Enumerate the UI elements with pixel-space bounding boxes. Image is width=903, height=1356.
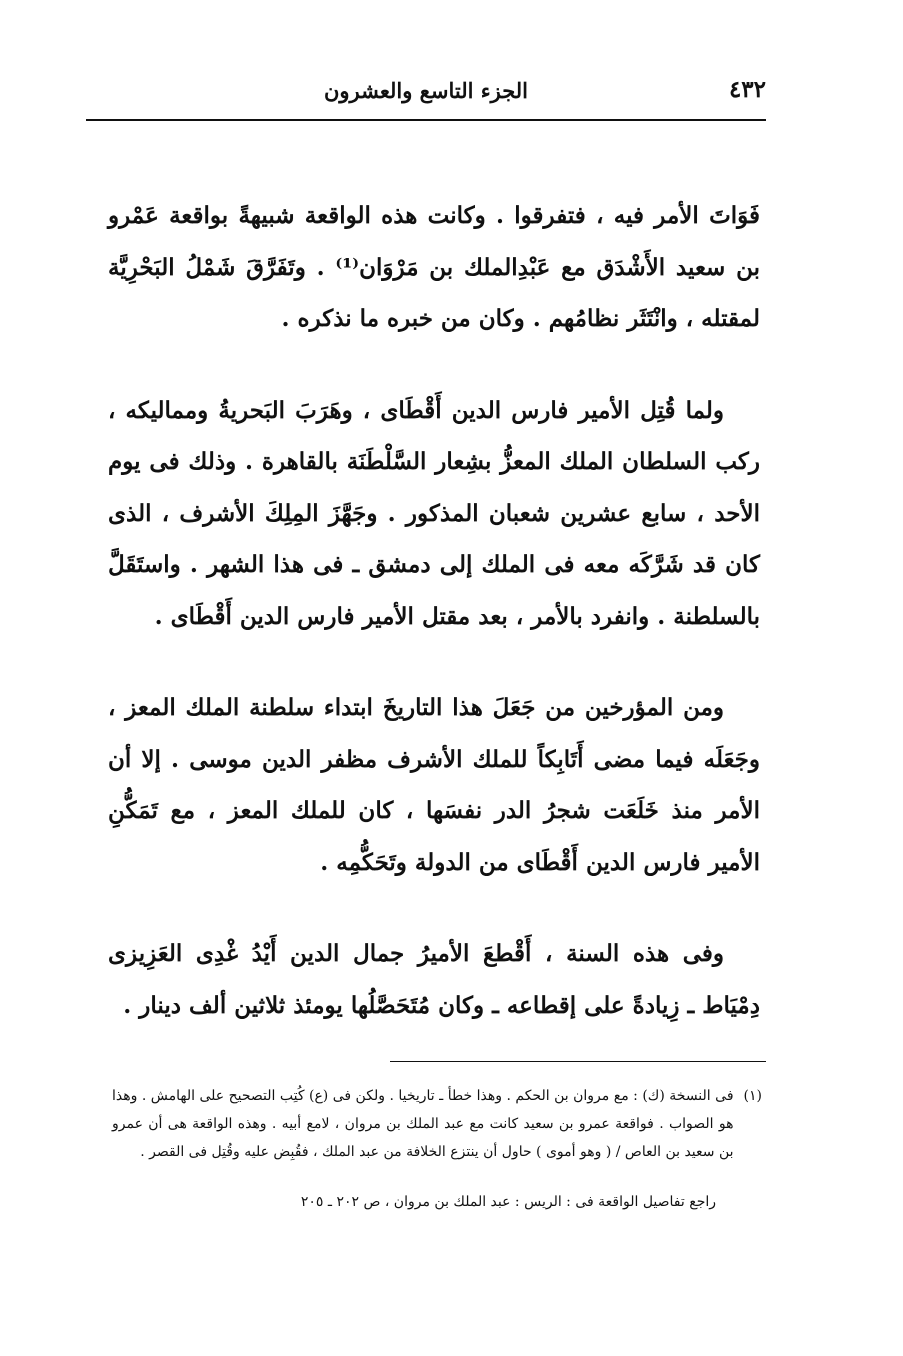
footnote-1: [112, 1082, 762, 1166]
page-number: ٤٣٢: [728, 76, 766, 103]
header-rule: [86, 119, 766, 121]
main-text: [108, 190, 760, 1031]
paragraph-2: ولما قُتِل الأمير فارس الدين أَقْطَاى ، وهَرَبَ البَحريةُ ومماليكه ، ركب السلطان الملك المعزُّ بشِعار السَّلْطَنَة بالقاهرة . وذلك فى يوم الأحد ، سابع عشرين شعبان المذكور . وجَهَّزَ المِلِكَ الأشرف ، الذى كان قد شَرَّكَه معه فى الملك إلى دمشق ـ فى هذا الشهر . واستَقَلَّ بالسلطنة . وانفرد بالأمر ، بعد مقتل الأمير فارس الدين أَقْطَاى .: [108, 396, 760, 630]
paragraph-3: ومن المؤرخين من جَعَلَ هذا التاريخَ ابتداء سلطنة الملك المعز ، وجَعَلَه فيما مضى أَتَابِكاً للملك الأشرف مظفر الدين موسى . إلا أن الأمر منذ خَلَعَت شجرُ الدر نفسَها ، كان للملك المعز ، مع تَمَكُّنِ الأمير فارس الدين أَقْطَاى من الدولة وتَحَكُّمِه .: [108, 694, 760, 876]
footnote-marker: (١): [743, 1088, 762, 1104]
page-header: [86, 70, 766, 110]
paragraph-1: فَوَاتَ الأمر فيه ، فتفرقوا . وكانت هذه الواقعة شبيهةً بواقعة عَمْرو بن سعيد الأَشْدَق مع عَبْدِالملك بن مَرْوَان⁽¹⁾ . وتَفَرَّقَ شَمْلُ البَحْرِيَّة لمقتله ، وانْتَثَر نظامُهم . وكان من خبره ما نذكره .: [108, 202, 760, 332]
running-title: الجزء التاسع والعشرون: [323, 78, 528, 103]
paragraph-4: وفى هذه السنة ، أَقْطعَ الأميرُ جمال الدين أَيْدُ غْدِى العَزِيزى دِمْيَاط ـ زِيادةً على إقطاعه ـ وكان مُتَحَصَّلُها يومئذ ثلاثين ألف دينار .: [108, 940, 760, 1019]
footnote-reference: راجع تفاصيل الواقعة فى : الريس : عبد الملك بن مروان ، ص ٢٠٢ ـ ٢٠٥: [300, 1194, 716, 1210]
footnote-rule: [390, 1061, 766, 1062]
footnote-text: فى النسخة (ك) : مع مروان بن الحكم . وهذا خطأ ـ تاريخيا . ولكن فى (ع) كُتِب التصحيح على الهامش . وهذا هو الصواب . فواقعة عمرو بن سعيد كانت مع عبد الملك بن مروان ، لامع أبيه . وهذه الواقعة هى أن عمرو بن سعيد بن العاص / ( وهو أموى ) حاول أن ينتزع الخلافة من عبد الملك ، فقُبِض عليه وقُتِل فى القصر .: [112, 1088, 734, 1160]
footnotes: [112, 1082, 762, 1216]
